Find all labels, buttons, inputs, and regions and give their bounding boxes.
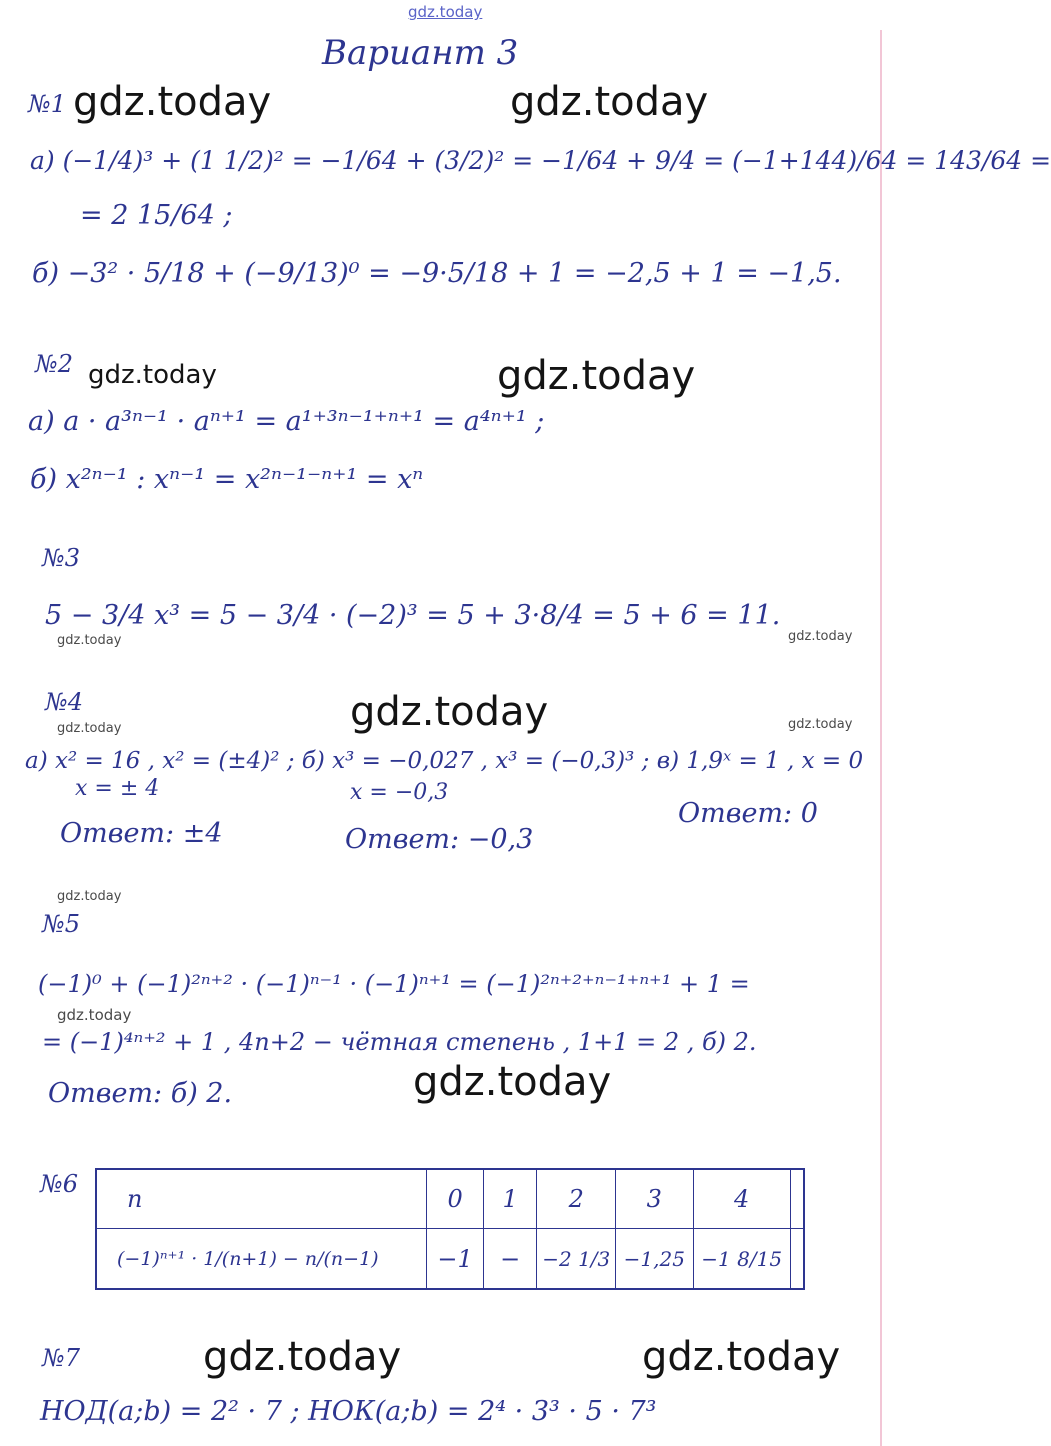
watermark-small: gdz.today [57, 633, 122, 648]
watermark-small: gdz.today [57, 721, 122, 736]
table-cell: 1 [483, 1169, 537, 1229]
task1-a-line1: а) (−1/4)³ + (1 1/2)² = −1/64 + (3/2)² = −1/64 + 9/4 = (−1+144)/64 = 143/64 = [30, 146, 1051, 175]
task4-a-x: x = ± 4 [75, 776, 160, 801]
table-cell: −1 8/15 [693, 1229, 790, 1290]
task4-answer-a: Ответ: ±4 [60, 818, 223, 849]
task4-answer-c: Ответ: 0 [678, 798, 818, 829]
task2-a-line: а) a · a³ⁿ⁻¹ · aⁿ⁺¹ = a¹⁺³ⁿ⁻¹⁺ⁿ⁺¹ = a⁴ⁿ⁺¹ ; [28, 406, 545, 437]
watermark: gdz.today [350, 689, 549, 735]
watermark-top: gdz.today [408, 3, 483, 21]
table-cell: 2 [537, 1169, 616, 1229]
watermark-small: gdz.today [788, 717, 853, 732]
task7-line: НОД(a;b) = 2² · 7 ; НОК(a;b) = 2⁴ · 3³ · 5 · 7³ [40, 1396, 657, 1427]
table-cell: 4 [693, 1169, 790, 1229]
values-table [95, 1168, 805, 1290]
table-row [96, 1229, 804, 1290]
watermark: gdz.today [88, 360, 217, 390]
table-cell: 0 [427, 1169, 483, 1229]
watermark: gdz.today [413, 1059, 612, 1105]
watermark: gdz.today [73, 79, 272, 125]
task5-line2: = (−1)⁴ⁿ⁺² + 1 , 4n+2 − чётная степень , 1+1 = 2 , б) 2. [42, 1028, 757, 1056]
task5-line1: (−1)⁰ + (−1)²ⁿ⁺² · (−1)ⁿ⁻¹ · (−1)ⁿ⁺¹ = (−1)²ⁿ⁺²⁺ⁿ⁻¹⁺ⁿ⁺¹ + 1 = [38, 970, 750, 998]
table-header-expression: (−1)ⁿ⁺¹ · 1/(n+1) − n/(n−1) [96, 1229, 427, 1290]
watermark: gdz.today [642, 1334, 841, 1380]
task5-label: №5 [42, 910, 80, 938]
task7-label: №7 [42, 1344, 80, 1372]
task4-line1: а) x² = 16 , x² = (±4)² ; б) x³ = −0,027 , x³ = (−0,3)³ ; в) 1,9ˣ = 1 , x = 0 [25, 748, 864, 774]
task4-answer-b: Ответ: −0,3 [345, 824, 534, 855]
task5-answer: Ответ: б) 2. [48, 1078, 233, 1109]
task6-label: №6 [40, 1170, 78, 1198]
table-cell-empty [790, 1169, 804, 1229]
table-cell-empty [790, 1229, 804, 1290]
watermark-small: gdz.today [57, 1006, 132, 1024]
watermark-small: gdz.today [57, 889, 122, 904]
watermark: gdz.today [510, 79, 709, 125]
task4-label: №4 [45, 688, 83, 716]
page-title: Вариант 3 [322, 33, 519, 73]
task3-label: №3 [42, 544, 80, 572]
table-cell: −2 1/3 [537, 1229, 616, 1290]
watermark: gdz.today [497, 353, 696, 399]
margin-line [880, 30, 882, 1446]
task1-b-line: б) −3² · 5/18 + (−9/13)⁰ = −9·5/18 + 1 = −2,5 + 1 = −1,5. [32, 258, 842, 289]
watermark: gdz.today [203, 1334, 402, 1380]
watermark-small: gdz.today [788, 629, 853, 644]
table-cell: 3 [616, 1169, 693, 1229]
table-cell: −1,25 [616, 1229, 693, 1290]
task2-label: №2 [35, 350, 73, 378]
table-header-n: n [96, 1169, 427, 1229]
task1-label: №1 [28, 90, 66, 118]
table-row [96, 1169, 804, 1229]
table-cell: −1 [427, 1229, 483, 1290]
task4-b-x: x = −0,3 [350, 780, 449, 805]
table-cell: − [483, 1229, 537, 1290]
task2-b-line: б) x²ⁿ⁻¹ : xⁿ⁻¹ = x²ⁿ⁻¹⁻ⁿ⁺¹ = xⁿ [30, 464, 424, 495]
task3-line: 5 − 3/4 x³ = 5 − 3/4 · (−2)³ = 5 + 3·8/4 = 5 + 6 = 11. [45, 600, 781, 631]
task1-a-line2: = 2 15/64 ; [80, 200, 233, 231]
